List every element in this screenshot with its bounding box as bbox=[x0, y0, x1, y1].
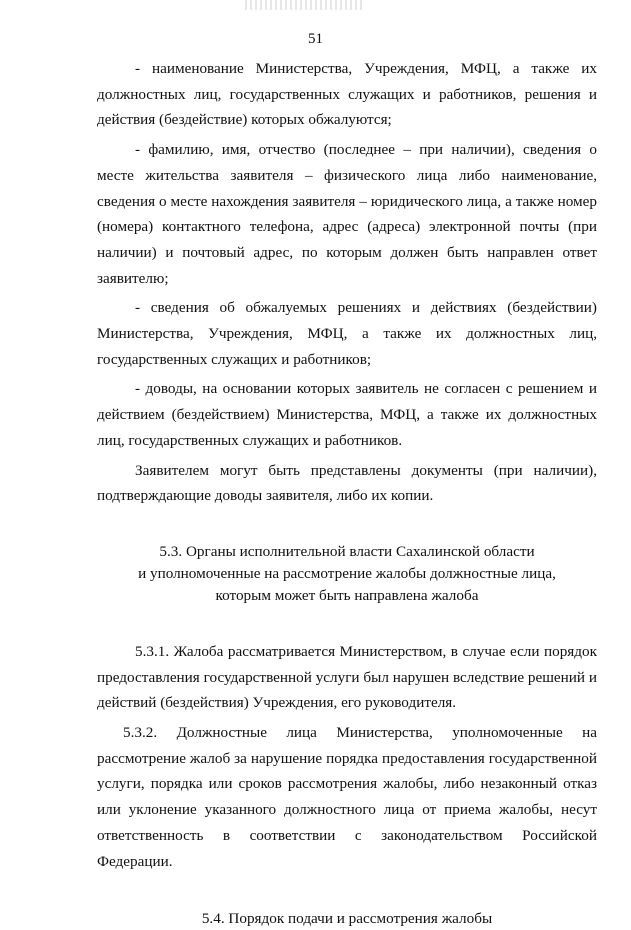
section-heading-line: и уполномоченные на рассмотрение жалобы должностные лица, bbox=[138, 564, 556, 582]
scan-artifact bbox=[245, 0, 365, 10]
document-body bbox=[97, 56, 597, 930]
list-item-arguments: - доводы, на основании которых заявитель не согласен с решением и действием (бездействием) Министерства, МФЦ, а также их должностных лиц, государственных служащих и работников. bbox=[97, 380, 597, 449]
list-item-appealed-decisions: - сведения об обжалуемых решениях и действиях (бездействии) Министерства, Учреждения, МФЦ, а также их должностных лиц, государственных служащих и работников; bbox=[97, 299, 597, 368]
page-number: 51 bbox=[308, 31, 323, 47]
section-heading-5-4: 5.4. Порядок подачи и рассмотрения жалобы bbox=[201, 910, 493, 928]
section-heading-line: которым может быть направлена жалоба bbox=[215, 586, 479, 604]
paragraph-5-3-2: 5.3.2. Должностные лица Министерства, уполномоченные на рассмотрение жалоб за нарушение порядка предоставления государственной услуги, порядка или сроков рассмотрения жалобы, либо незаконный отказ или уклонение указанного должностного лица от приема жалобы, несут ответственность в соответствии с законодательством Российской Федерации. bbox=[97, 724, 597, 870]
section-heading-line: 5.3. Органы исполнительной власти Сахалинской области bbox=[159, 542, 535, 560]
list-item-applicant-info: - фамилию, имя, отчество (последнее – при наличии), сведения о месте жительства заявителя – физического лица либо наименование, сведения о месте нахождения заявителя – юридического лица, а также номер (номера) контактного телефона, адрес (адреса) электронной почты (при наличии) и почтовый адрес, по которым должен быть направлен ответ заявителю; bbox=[97, 141, 597, 287]
paragraph-supporting-documents: Заявителем могут быть представлены документы (при наличии), подтверждающие доводы заявителя, либо их копии. bbox=[97, 461, 597, 505]
section-heading-5-3 bbox=[97, 541, 597, 607]
paragraph-5-3-1: 5.3.1. Жалоба рассматривается Министерством, в случае если порядок предоставления государственной услуги был нарушен вследствие решений и действий (бездействия) Учреждения, его руководителя. bbox=[97, 642, 597, 712]
list-item-name: - наименование Министерства, Учреждения, МФЦ, а также их должностных лиц, государственных служащих и работников, решения и действия (бездействие) которых обжалуются; bbox=[97, 60, 597, 129]
